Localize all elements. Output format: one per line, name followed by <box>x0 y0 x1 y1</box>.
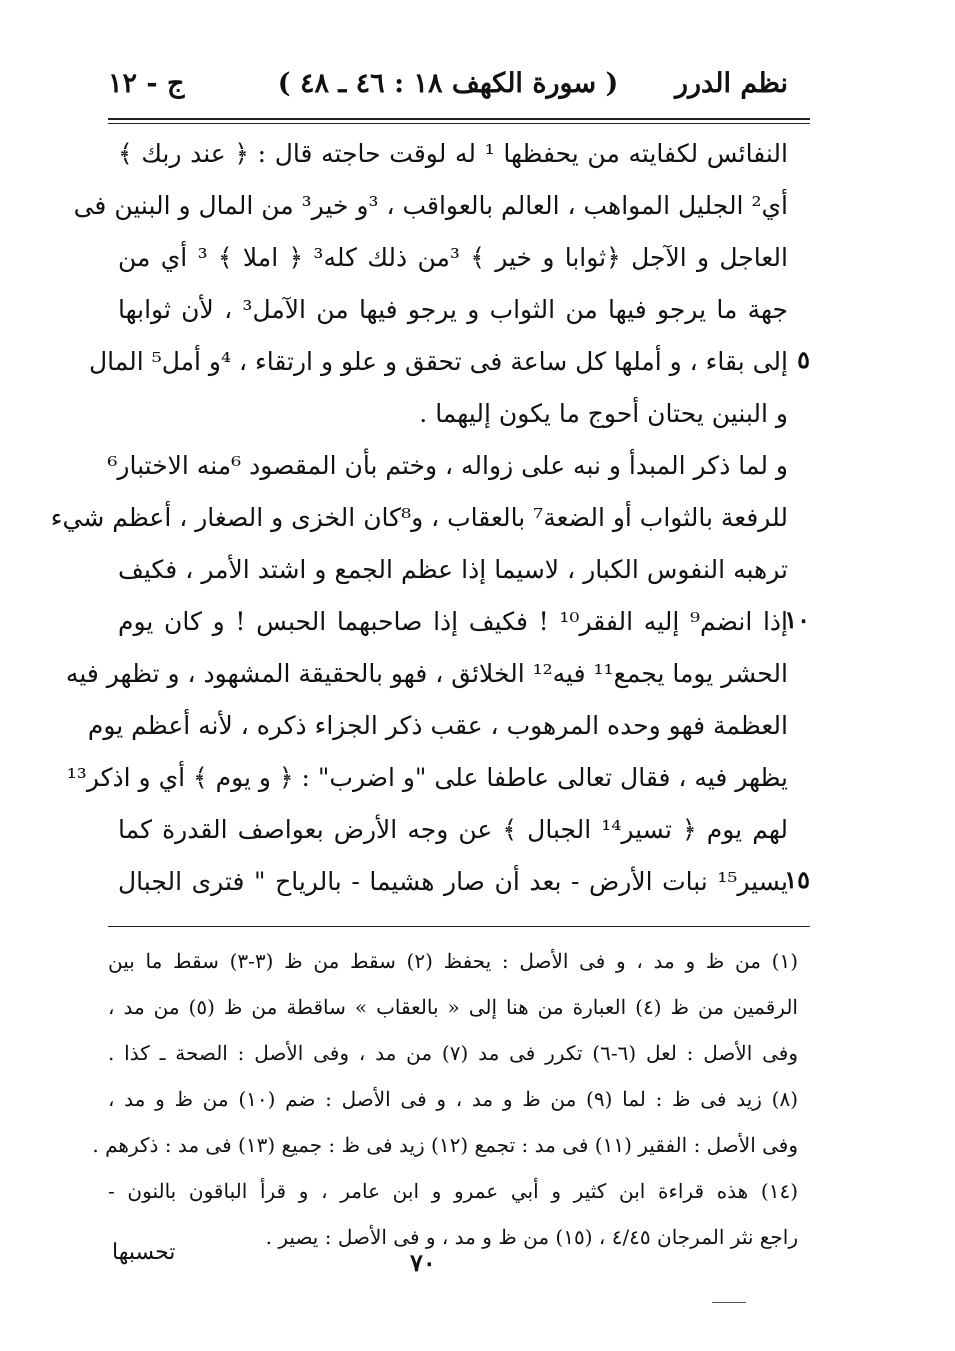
header-rule-thin <box>108 123 810 124</box>
line-number-5: ٥ <box>797 345 810 374</box>
sura-reference: ( سورة الكهف ١٨ : ٤٦ ـ ٤٨ ) <box>277 68 619 99</box>
footnote-line: وفى الأصل : لعل (٦-٦) تكرر فى مد (٧) من مد ، وفى الأصل : الصحة ـ كذا . <box>108 1041 799 1065</box>
header-rule <box>108 118 810 120</box>
text-line: أي² الجليل المواهب ، العالم بالعواقب ، ³و خير³ من المال و البنين فى <box>73 191 788 220</box>
footnote-line: (٨) زيد فى ظ : لما (٩) من ظ و مد ، و فى الأصل : ضم (١٠) من ظ و مد ، <box>108 1087 798 1111</box>
text-line: للرفعة بالثواب أو الضعة⁷ بالعقاب ، و⁸كان الخزى و الصغار ، أعظم شيء <box>50 503 788 532</box>
text-line: الحشر يوما يجمع¹¹ فيه¹² الخلائق ، فهو بالحقيقة المشهود ، و تظهر فيه <box>65 659 788 688</box>
text-line: العظمة فهو وحده المرهوب ، عقب ذكر الجزاء ذكره ، لأنه أعظم يوم <box>87 711 788 740</box>
text-line: إلى بقاء ، و أملها كل ساعة فى تحقق و علو و ارتقاء ، ⁴و أمل⁵ المال <box>88 347 788 376</box>
running-header <box>108 68 788 112</box>
text-line: لهم يوم ﴿ تسير¹⁴ الجبال ﴾ عن وجه الأرض بعواصف القدرة كما <box>118 815 789 844</box>
footnote-rule <box>108 926 810 927</box>
line-number-10: ١٠ <box>784 605 810 634</box>
text-line: يظهر فيه ، فقال تعالى عاطفا على "و اضرب" : ﴿ و يوم ﴾ أي و اذكر¹³ <box>66 763 788 792</box>
catchword: تحسبها <box>112 1240 176 1265</box>
footnote-line: الرقمين من ظ (٤) العبارة من هنا إلى « بالعقاب » ساقطة من ظ (٥) من مد ، <box>108 995 798 1019</box>
text-line: النفائس لكفايته من يحفظها ¹ له لوقت حاجته قال : ﴿ عند ربك ﴾ <box>118 139 788 168</box>
footnote-line: (١٤) هذه قراءة ابن كثير و أبي عمرو و ابن عامر ، و قرأ الباقون بالنون - <box>108 1179 798 1203</box>
line-number-15: ١٥ <box>784 865 810 894</box>
text-line: جهة ما يرجو فيها من الثواب و يرجو فيها من الآمل³ ، لأن ثوابها <box>118 295 788 324</box>
text-line: و البنين يحتان أحوج ما يكون إليهما . <box>419 399 788 428</box>
text-line: يسير¹⁵ نبات الأرض - بعد أن صار هشيما - بالرياح " فترى الجبال <box>118 867 788 896</box>
text-line: ترهبه النفوس الكبار ، لاسيما إذا عظم الجمع و اشتد الأمر ، فكيف <box>118 555 788 584</box>
book-title: نظم الدرر <box>674 68 788 99</box>
text-line: و لما ذكر المبدأ و نبه على زواله ، وختم بأن المقصود ⁶منه الاختبار⁶ <box>107 451 788 480</box>
text-line: العاجل و الآجل ﴿ثوابا و خير ﴾ ³من ذلك كله³ ﴿ املا ﴾ ³ أي من <box>118 243 788 272</box>
volume-number: ج - ١٢ <box>108 68 185 99</box>
text-line: إذا انضم⁹ إليه الفقر¹⁰ ! فكيف إذا صاحبهما الحبس ! و كان يوم <box>118 607 788 636</box>
footnote-line: وفى الأصل : الفقير (١١) فى مد : تجمع (١٢) زيد فى ظ : جميع (١٣) فى مد : ذكرهم . <box>92 1133 798 1157</box>
footnote-line: (١) من ظ و مد ، و فى الأصل : يحفظ (٢) سقط من ظ (٣-٣) سقط ما بين <box>108 949 799 973</box>
footnote-line: راجع نثر المرجان ٤/٤٥ ، (١٥) من ظ و مد ، و فى الأصل : يصير . <box>265 1225 798 1249</box>
signature-mark: ٧٠ <box>410 1248 436 1277</box>
stray-mark <box>712 1302 746 1303</box>
